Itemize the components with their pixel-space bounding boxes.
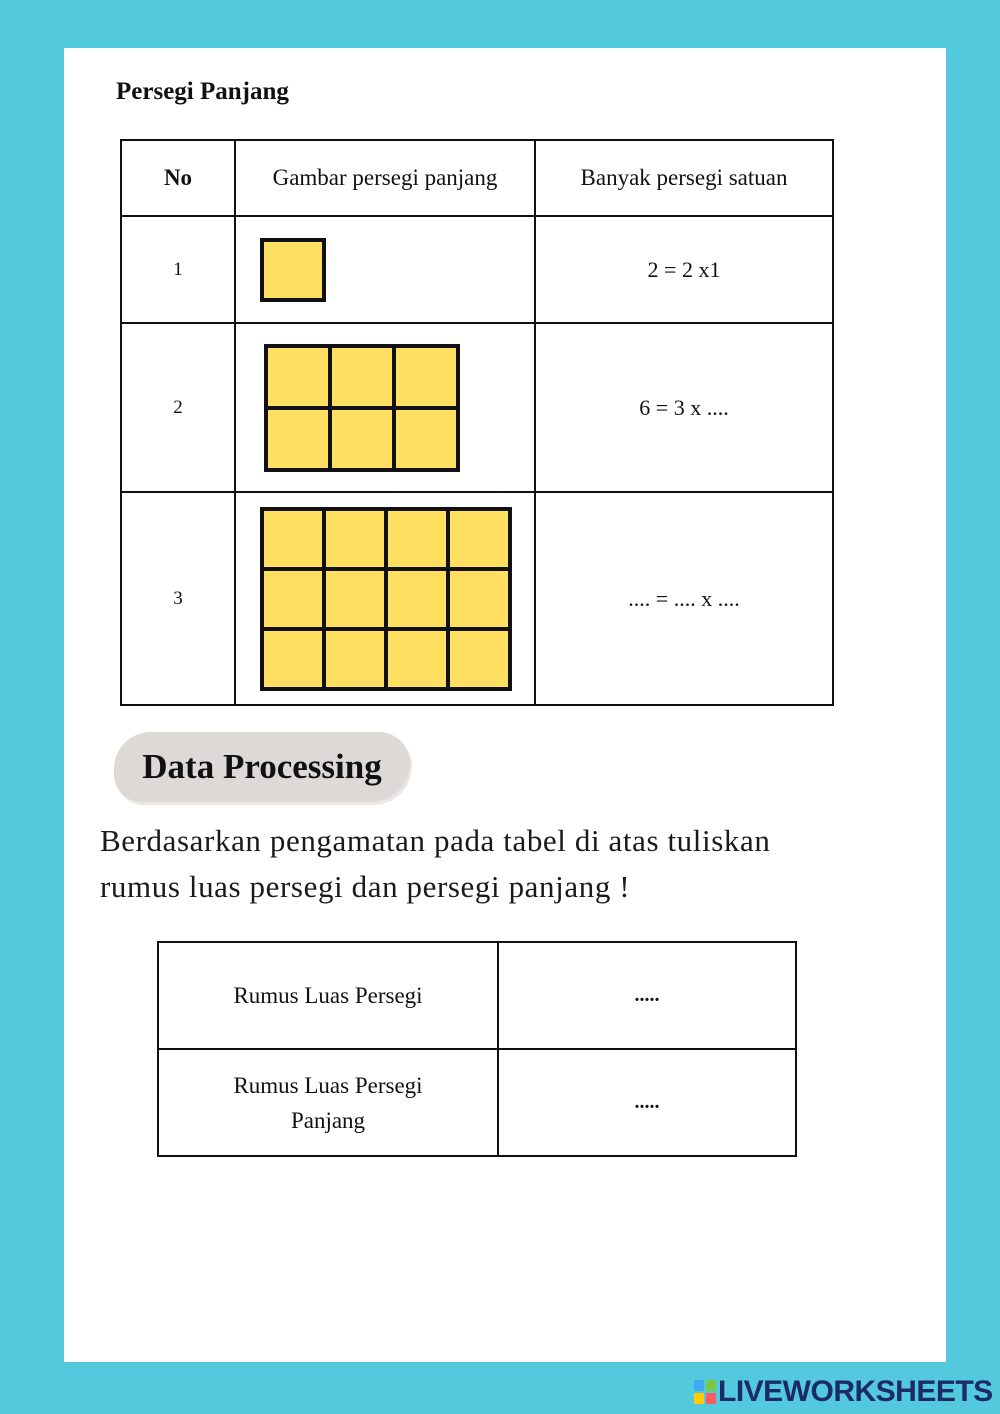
instruction-text <box>100 818 900 910</box>
unit-count: 2 = 2 x1 <box>535 216 833 323</box>
badge-label: Data Processing <box>142 747 382 786</box>
unit-square <box>396 348 456 406</box>
liveworksheets-logo-icon <box>694 1380 716 1404</box>
table-row <box>121 492 833 705</box>
formula-table <box>157 941 797 1157</box>
rectangle-image-cell <box>235 216 535 323</box>
unit-square <box>268 348 328 406</box>
unit-square <box>268 410 328 468</box>
unit-square <box>450 631 508 687</box>
unit-square <box>450 511 508 567</box>
unit-square <box>326 511 384 567</box>
logo-block <box>694 1393 704 1404</box>
table-row <box>158 942 796 1049</box>
formula-label-line: Panjang <box>290 1107 366 1133</box>
logo-block <box>706 1380 716 1391</box>
formula-label-line: Rumus Luas Persegi <box>233 1072 423 1098</box>
unit-square <box>264 631 322 687</box>
formula-answer-field[interactable]: ..... <box>498 1049 796 1156</box>
unit-square <box>264 242 322 298</box>
liveworksheets-watermark <box>694 1376 993 1408</box>
header-no: No <box>121 140 235 216</box>
table-header-row <box>121 140 833 216</box>
formula-label <box>158 1049 498 1156</box>
formula-label-line: Rumus Luas Persegi <box>233 983 423 1008</box>
data-processing-badge <box>114 732 410 802</box>
table-row <box>158 1049 796 1156</box>
unit-count: 6 = 3 x .... <box>535 323 833 492</box>
table-row <box>121 323 833 492</box>
formula-answer-field[interactable]: ..... <box>498 942 796 1049</box>
instruction-line: Berdasarkan pengamatan pada tabel di atas tuliskan <box>100 823 771 858</box>
unit-square <box>388 571 446 627</box>
row-number: 2 <box>121 323 235 492</box>
row-number: 3 <box>121 492 235 705</box>
square-grid-3x2 <box>264 344 460 472</box>
logo-block <box>706 1393 716 1404</box>
square-grid-1x1 <box>260 238 326 302</box>
square-grid-4x3 <box>260 507 512 691</box>
unit-square <box>450 571 508 627</box>
rectangle-image-cell <box>235 323 535 492</box>
unit-square <box>332 348 392 406</box>
header-count: Banyak persegi satuan <box>535 140 833 216</box>
formula-label <box>158 942 498 1049</box>
logo-block <box>694 1380 704 1391</box>
unit-square <box>332 410 392 468</box>
unit-square <box>396 410 456 468</box>
section-title: Persegi Panjang <box>116 78 289 105</box>
unit-square <box>326 631 384 687</box>
unit-square <box>326 571 384 627</box>
table-row <box>121 216 833 323</box>
rectangle-image-cell <box>235 492 535 705</box>
unit-square <box>388 631 446 687</box>
unit-square <box>388 511 446 567</box>
header-image: Gambar persegi panjang <box>235 140 535 216</box>
unit-count: .... = .... x .... <box>535 492 833 705</box>
unit-square <box>264 571 322 627</box>
watermark-text: LIVEWORKSHEETS <box>718 1375 993 1408</box>
unit-square <box>264 511 322 567</box>
instruction-line: rumus luas persegi dan persegi panjang ! <box>100 869 631 904</box>
worksheet-page <box>64 48 946 1362</box>
rectangle-table <box>120 139 834 706</box>
row-number: 1 <box>121 216 235 323</box>
